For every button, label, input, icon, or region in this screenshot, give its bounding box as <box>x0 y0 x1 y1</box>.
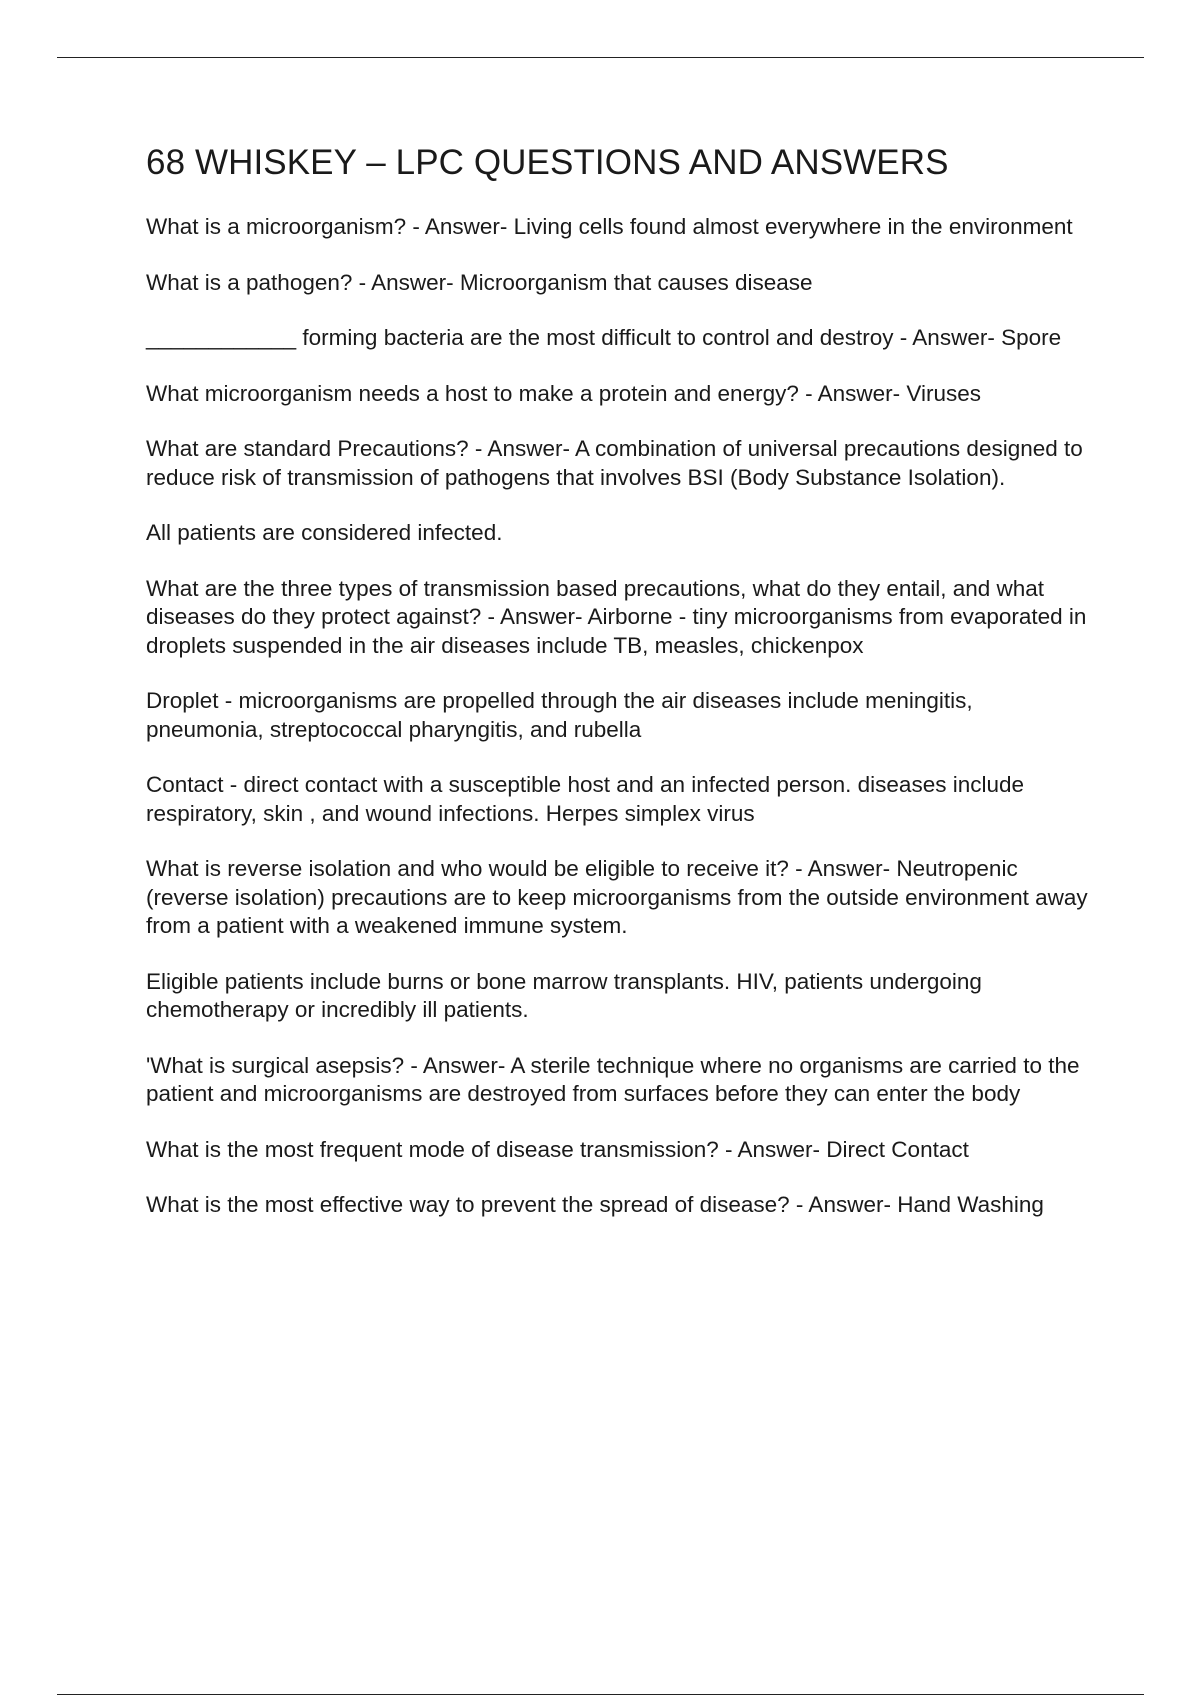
qa-paragraph: What is a pathogen? - Answer- Microorganism that causes disease <box>146 269 813 295</box>
qa-paragraph: Eligible patients include burns or bone marrow transplants. HIV, patients undergoing chemotherapy or incredibly ill patients. <box>146 968 982 1022</box>
qa-paragraph: What is the most frequent mode of disease transmission? - Answer- Direct Contact <box>146 1136 969 1162</box>
qa-paragraph: What microorganism needs a host to make a protein and energy? - Answer- Viruses <box>146 380 981 406</box>
bottom-divider <box>57 1694 1144 1695</box>
qa-paragraph: Contact - direct contact with a susceptible host and an infected person. diseases include respiratory, skin , and wound infections. Herpes simplex virus <box>146 772 1025 826</box>
qa-paragraph: ____________ forming bacteria are the most difficult to control and destroy - Answer- Spore <box>146 325 1062 350</box>
document-title: 68 WHISKEY – LPC QUESTIONS AND ANSWERS <box>146 143 949 182</box>
document-body <box>146 140 1096 1247</box>
qa-paragraph: What is the most effective way to prevent the spread of disease? - Answer- Hand Washing <box>146 1192 1044 1217</box>
qa-paragraph: All patients are considered infected. <box>146 520 503 545</box>
qa-paragraph: What are standard Precautions? - Answer- A combination of universal precautions designed to reduce risk of transmission of pathogens that involves BSI (Body Substance Isolation). <box>146 436 1083 490</box>
qa-paragraph: What are the three types of transmission based precautions, what do they entail, and what diseases do they protect against? - Answer- Airborne - tiny microorganisms from evaporated in droplets suspended in the air diseases include TB, measles, chickenpox <box>146 575 1087 658</box>
qa-paragraph: What is a microorganism? - Answer- Living cells found almost everywhere in the environment <box>146 214 1073 239</box>
top-divider <box>57 57 1144 58</box>
qa-paragraph: What is reverse isolation and who would be eligible to receive it? - Answer- Neutropenic (reverse isolation) precautions are to keep microorganisms from the outside environment away from a patient with a weakened immune system. <box>146 856 1088 938</box>
qa-paragraph: 'What is surgical asepsis? - Answer- A sterile technique where no organisms are carried to the patient and microorganisms are destroyed from surfaces before they can enter the body <box>146 1052 1080 1106</box>
qa-paragraph: Droplet - microorganisms are propelled through the air diseases include meningitis, pneumonia, streptococcal pharyngitis, and rubella <box>146 688 973 742</box>
